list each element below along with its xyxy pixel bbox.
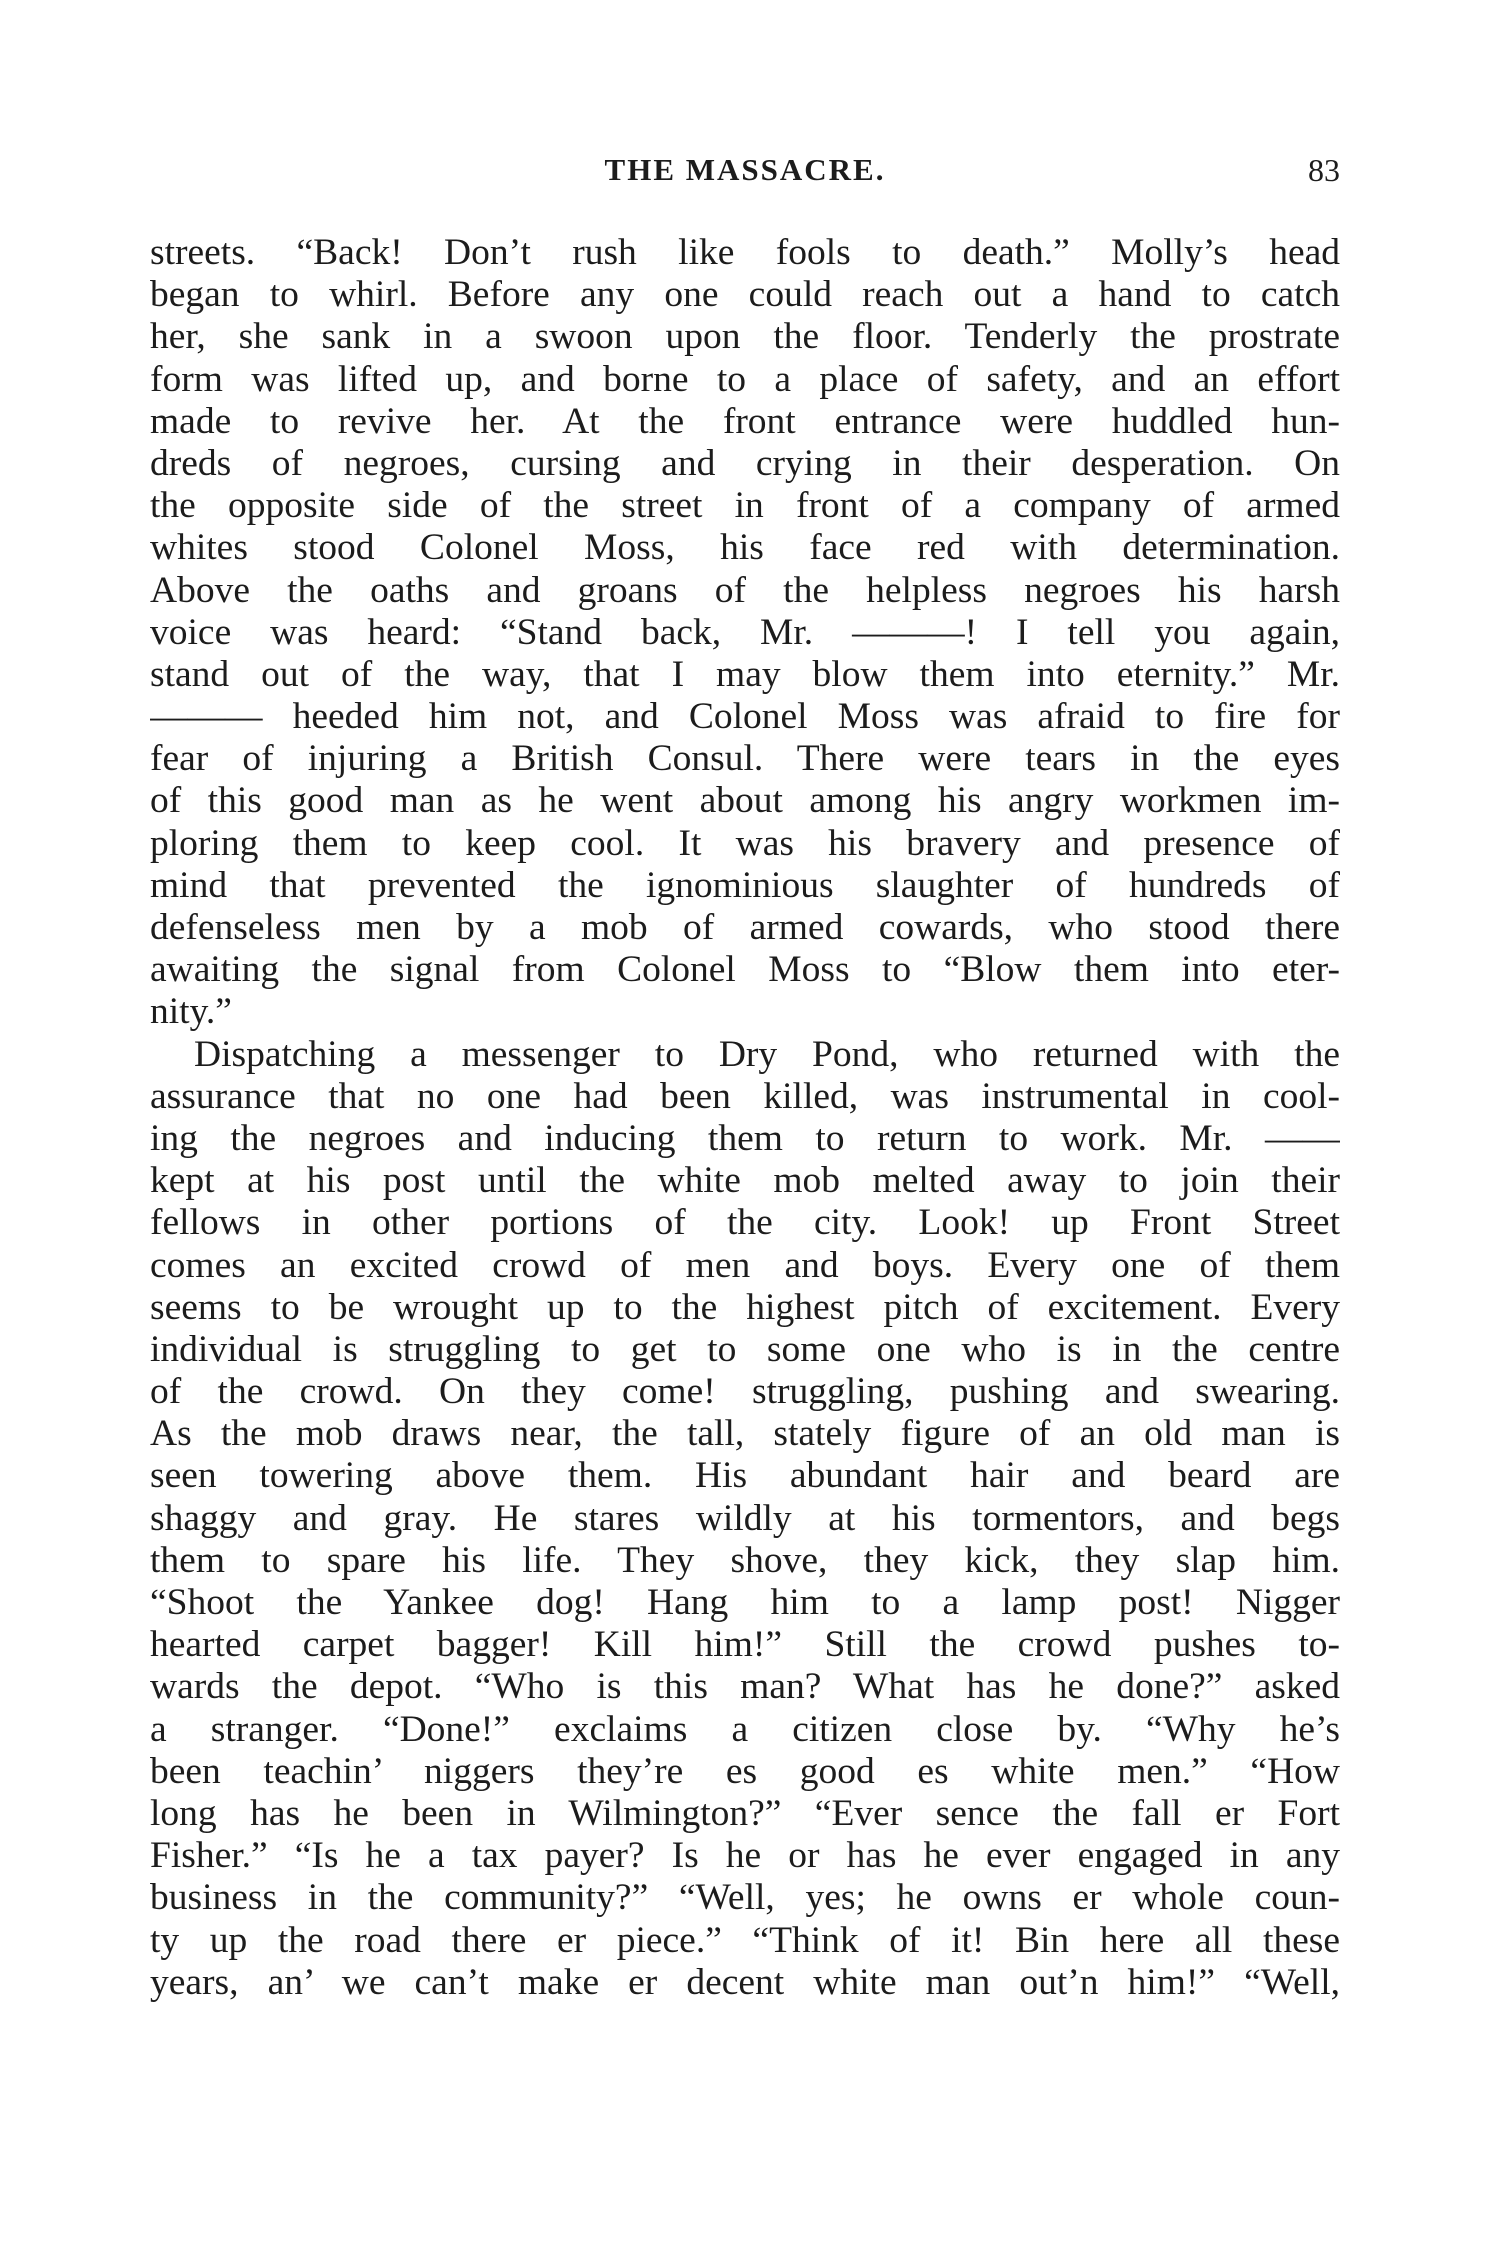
- text-line: business in the community?” “Well, yes; he owns er whole coun-: [150, 1877, 1340, 1919]
- text-line: the opposite side of the street in front of a company of armed: [150, 485, 1340, 527]
- text-line: mind that prevented the ignominious slaughter of hundreds of: [150, 864, 1340, 906]
- running-title: THE MASSACRE.: [604, 152, 886, 187]
- text-line: ——— heeded him not, and Colonel Moss was afraid to fire for: [150, 696, 1340, 738]
- text-line: As the mob draws near, the tall, stately figure of an old man is: [150, 1413, 1340, 1455]
- text-line: kept at his post until the white mob melted away to join their: [150, 1160, 1340, 1202]
- text-line: hearted carpet bagger! Kill him!” Still the crowd pushes to-: [150, 1624, 1340, 1666]
- text-line: whites stood Colonel Moss, his face red with determination.: [150, 527, 1340, 569]
- text-line: fellows in other portions of the city. Look! up Front Street: [150, 1202, 1340, 1244]
- text-line: a stranger. “Done!” exclaims a citizen close by. “Why he’s: [150, 1708, 1340, 1750]
- text-line: Above the oaths and groans of the helpless negroes his harsh: [150, 569, 1340, 611]
- text-line: form was lifted up, and borne to a place of safety, and an effort: [150, 358, 1340, 400]
- text-line: fear of injuring a British Consul. There were tears in the eyes: [150, 738, 1340, 780]
- paragraph-start-line: Dispatching a messenger to Dry Pond, who returned with the: [194, 1033, 1340, 1075]
- text-line: stand out of the way, that I may blow them into eternity.” Mr.: [150, 653, 1340, 695]
- text-line: streets. “Back! Don’t rush like fools to death.” Molly’s head: [150, 232, 1340, 273]
- text-line: been teachin’ niggers they’re es good es white men.” “How: [150, 1750, 1340, 1792]
- text-line: voice was heard: “Stand back, Mr. ———! I tell you again,: [150, 611, 1340, 653]
- text-line: them to spare his life. They shove, they kick, they slap him.: [150, 1539, 1340, 1581]
- text-line: wards the depot. “Who is this man? What has he done?” asked: [150, 1666, 1340, 1708]
- text-line: defenseless men by a mob of armed cowards, who stood there: [150, 907, 1340, 948]
- body-text: [150, 232, 1340, 2004]
- text-line: years, an’ we can’t make er decent white man out’n him!” “Well,: [150, 1961, 1340, 2003]
- text-line: awaiting the signal from Colonel Moss to “Blow them into eter-: [150, 949, 1340, 991]
- text-line: of this good man as he went about among his angry workmen im-: [150, 780, 1340, 822]
- text-line: “Shoot the Yankee dog! Hang him to a lamp post! Nigger: [150, 1582, 1340, 1623]
- text-line: began to whirl. Before any one could reach out a hand to catch: [150, 274, 1340, 316]
- text-line: of the crowd. On they come! struggling, pushing and swearing.: [150, 1371, 1340, 1413]
- text-line: ty up the road there er piece.” “Think of it! Bin here all these: [150, 1919, 1340, 1961]
- page-number: 83: [1308, 152, 1340, 188]
- paragraph-end-line: nity.”: [150, 991, 232, 1033]
- text-line: dreds of negroes, cursing and crying in their desperation. On: [150, 442, 1340, 484]
- text-line: individual is struggling to get to some one who is in the centre: [150, 1328, 1340, 1370]
- text-line: assurance that no one had been killed, was instrumental in cool-: [150, 1075, 1340, 1117]
- text-line: seen towering above them. His abundant hair and beard are: [150, 1455, 1340, 1497]
- text-line: Fisher.” “Is he a tax payer? Is he or has he ever engaged in any: [150, 1835, 1340, 1877]
- text-line: comes an excited crowd of men and boys. Every one of them: [150, 1244, 1340, 1286]
- text-line: seems to be wrought up to the highest pitch of excitement. Every: [150, 1286, 1340, 1328]
- running-head: [150, 152, 1340, 196]
- text-line: ing the negroes and inducing them to return to work. Mr. ——: [150, 1117, 1340, 1159]
- text-line: shaggy and gray. He stares wildly at his tormentors, and begs: [150, 1497, 1340, 1539]
- text-line: made to revive her. At the front entrance were huddled hun-: [150, 400, 1340, 442]
- text-line: ploring them to keep cool. It was his bravery and presence of: [150, 822, 1340, 864]
- text-line: her, she sank in a swoon upon the floor. Tenderly the prostrate: [150, 316, 1340, 358]
- text-line: long has he been in Wilmington?” “Ever sence the fall er Fort: [150, 1792, 1340, 1834]
